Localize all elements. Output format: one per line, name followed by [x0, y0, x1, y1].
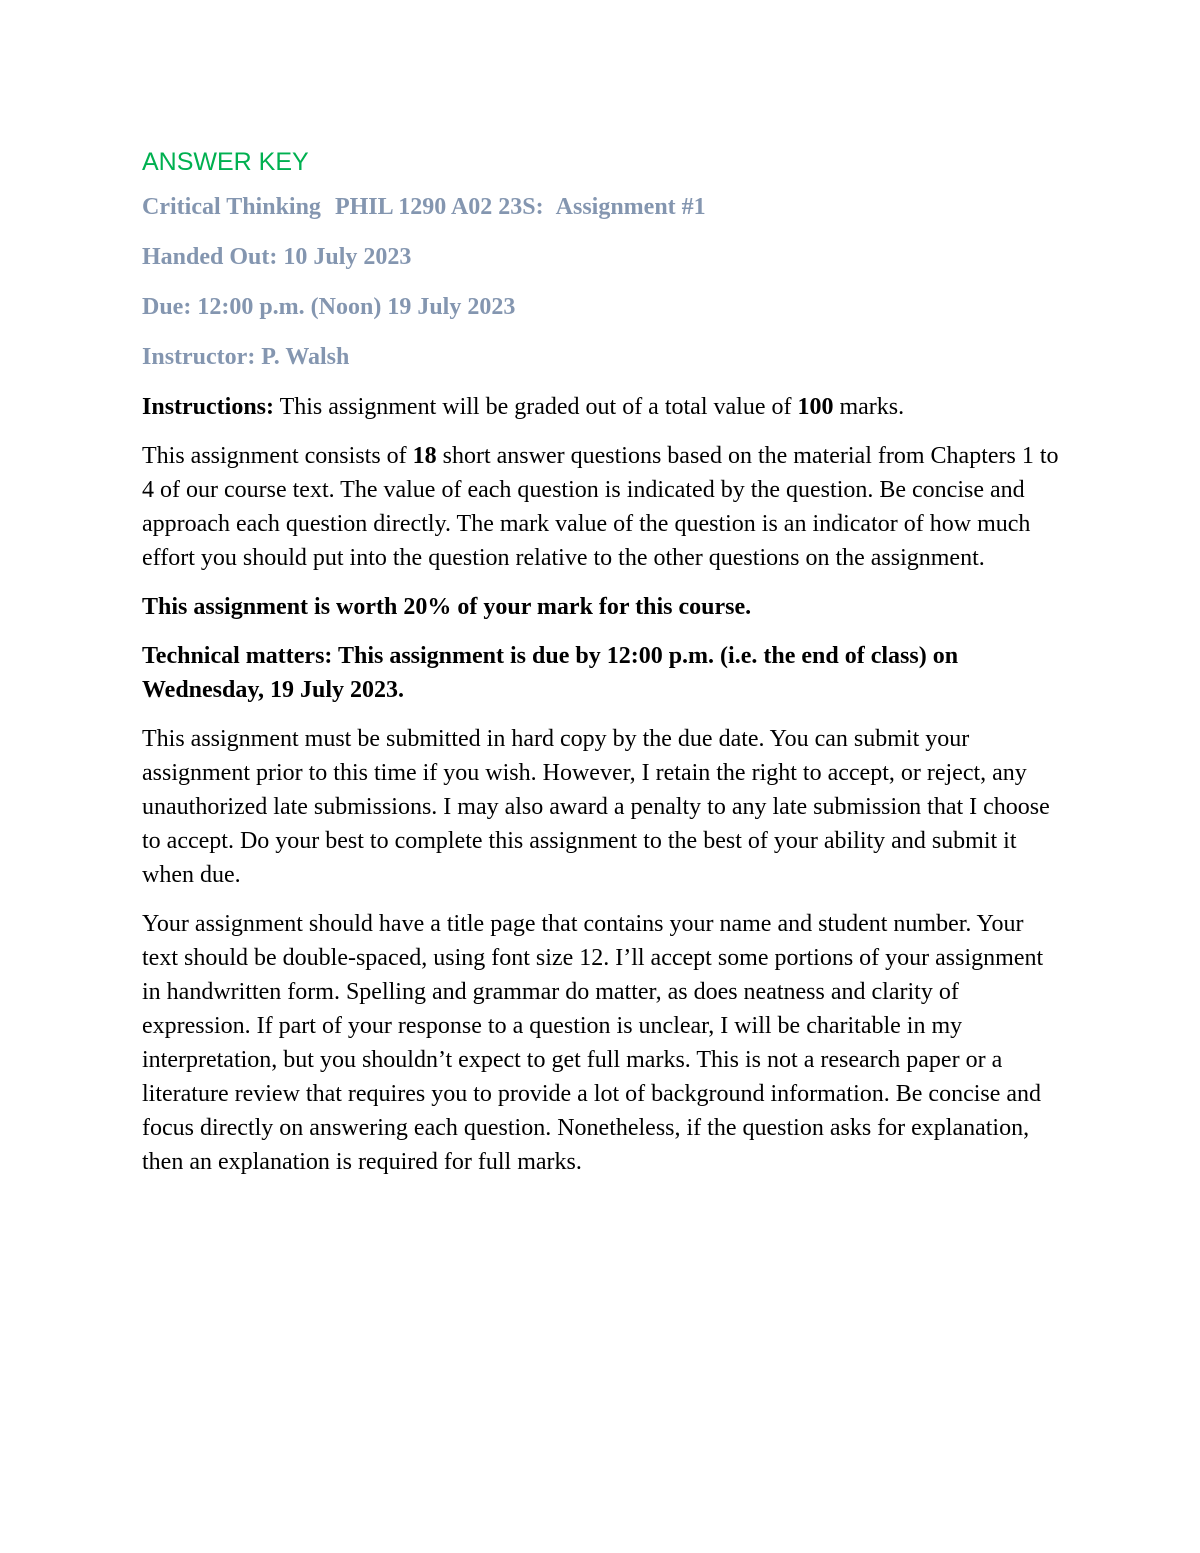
handed-out-line: Handed Out: 10 July 2023 — [142, 244, 412, 270]
due-line: Due: 12:00 p.m. (Noon) 19 July 2023 — [142, 294, 516, 320]
instructions-total: 100 — [797, 394, 834, 420]
course-name: Critical Thinking — [142, 194, 321, 220]
technical-paragraph: Technical matters: This assignment is due by 12:00 p.m. (i.e. the end of class) on Wednesday, 19 July 2023. — [142, 643, 959, 703]
answer-key-heading: ANSWER KEY — [142, 148, 309, 176]
question-count: 18 — [412, 443, 437, 469]
instructions-text-before: This assignment will be graded out of a total value of — [274, 394, 798, 420]
course-code: PHIL 1290 A02 23S: — [334, 194, 544, 220]
document-page — [142, 140, 1062, 1194]
instructions-text-after: marks. — [833, 394, 905, 420]
instructions-paragraph — [142, 390, 1062, 424]
assignment-number: Assignment #1 — [555, 194, 706, 220]
submission-paragraph: This assignment must be submitted in hard copy by the due date. You can submit your assignment prior to this time if you wish. However, I retain the right to accept, or reject, any unauthorized late submissions. I may also award a penalty to any late submission that I choose to accept. Do your best to complete this assignment to the best of your ability and submit it when due. — [142, 726, 1050, 888]
instructor-line: Instructor: P. Walsh — [142, 344, 350, 370]
worth-paragraph: This assignment is worth 20% of your mark for this course. — [142, 594, 752, 620]
consists-paragraph — [142, 439, 1062, 575]
consists-before: This assignment consists of — [142, 443, 413, 469]
consists-after: short answer questions based on the material from Chapters 1 to 4 of our course text. The value of each question is indicated by the question. Be concise and approach each question directly. The mark value of the question is an indicator of how much effort you should put into the question relative to the other questions on the assignment. — [142, 443, 1059, 571]
format-paragraph: Your assignment should have a title page that contains your name and student number. Your text should be double-spaced, using font size 12. I’ll accept some portions of your assignment in handwritten form. Spelling and grammar do matter, as does neatness and clarity of expression. If part of your response to a question is unclear, I will be charitable in my interpretation, but you shouldn’t expect to get full marks. This is not a research paper or a literature review that requires you to provide a lot of background information. Be concise and focus directly on answering each question. Nonetheless, if the question asks for explanation, then an explanation is required for full marks. — [142, 911, 1044, 1175]
instructions-label: Instructions: — [142, 394, 275, 420]
course-title-line — [142, 190, 1062, 224]
